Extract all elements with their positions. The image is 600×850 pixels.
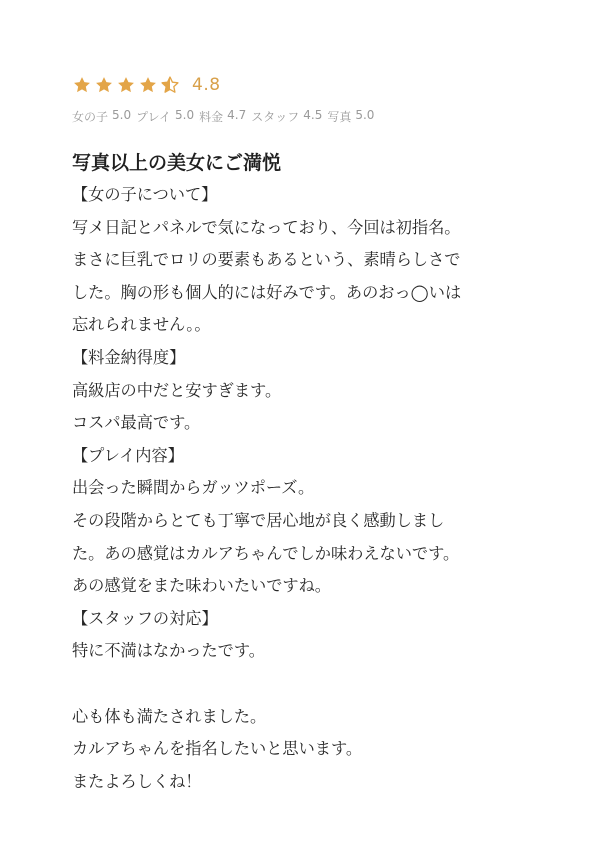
review-line: 【料金納得度】 bbox=[72, 347, 186, 367]
review-line: 特に不満はなかったです。 bbox=[72, 641, 265, 661]
review-line: その段階からとても丁寧で居心地が良く感動しまし bbox=[72, 510, 445, 530]
review-blank-line bbox=[72, 668, 572, 701]
star-icon bbox=[72, 75, 92, 95]
star-icon bbox=[116, 75, 136, 95]
review-line: カルアちゃんを指名したいと思います。 bbox=[72, 739, 363, 759]
sub-score-value: 4.7 bbox=[227, 108, 247, 122]
review-line: 忘れられません。。 bbox=[72, 315, 211, 335]
review-line: 【スタッフの対応】 bbox=[72, 608, 218, 628]
sub-score-girl bbox=[72, 108, 131, 125]
sub-score-value: 5.0 bbox=[175, 108, 195, 122]
review-title: 写真以上の美女にご満悦 bbox=[72, 152, 282, 174]
sub-score-label: プレイ bbox=[136, 110, 172, 124]
review-line: コスパ最高です。 bbox=[72, 413, 201, 433]
sub-score-photo bbox=[327, 108, 374, 125]
review-card bbox=[72, 70, 572, 798]
review-line: た。あの感覚はカルアちゃんでしか味わえないです。 bbox=[72, 543, 460, 563]
sub-score-label: 料金 bbox=[199, 110, 224, 124]
sub-score-value: 5.0 bbox=[112, 108, 132, 122]
review-line: 心も体も満たされました。 bbox=[72, 706, 267, 726]
review-line: 写メ日記とパネルで気になっており、今回は初指名。 bbox=[72, 217, 461, 237]
sub-scores bbox=[72, 108, 572, 125]
review-line: あの感覚をまた味わいたいですね。 bbox=[72, 576, 331, 596]
review-line: 高級店の中だと安すぎます。 bbox=[72, 380, 282, 400]
review-body bbox=[72, 179, 572, 798]
review-line: 【女の子について】 bbox=[72, 185, 218, 204]
star-icon bbox=[138, 75, 158, 95]
rating-row bbox=[72, 70, 572, 100]
sub-score-price bbox=[199, 108, 246, 125]
sub-score-value: 5.0 bbox=[355, 108, 375, 122]
sub-score-play bbox=[136, 108, 194, 125]
review-line: 【プレイ内容】 bbox=[72, 445, 184, 465]
review-line: 出会った瞬間からガッツポーズ。 bbox=[72, 478, 315, 498]
sub-score-staff bbox=[251, 108, 322, 125]
sub-score-label: スタッフ bbox=[251, 110, 300, 124]
sub-score-label: 女の子 bbox=[72, 110, 109, 124]
star-icon bbox=[94, 75, 114, 95]
sub-score-label: 写真 bbox=[327, 110, 352, 124]
review-line: した。胸の形も個人的には好みです。あのおっ◯いは bbox=[72, 282, 462, 302]
half-star-icon bbox=[160, 75, 180, 95]
sub-score-value: 4.5 bbox=[303, 108, 323, 122]
review-line: まさに巨乳でロリの要素もあるという、素晴らしさで bbox=[72, 250, 461, 270]
star-rating bbox=[72, 75, 180, 95]
review-line: またよろしくね！ bbox=[72, 771, 202, 791]
rating-value: 4.8 bbox=[192, 75, 221, 95]
